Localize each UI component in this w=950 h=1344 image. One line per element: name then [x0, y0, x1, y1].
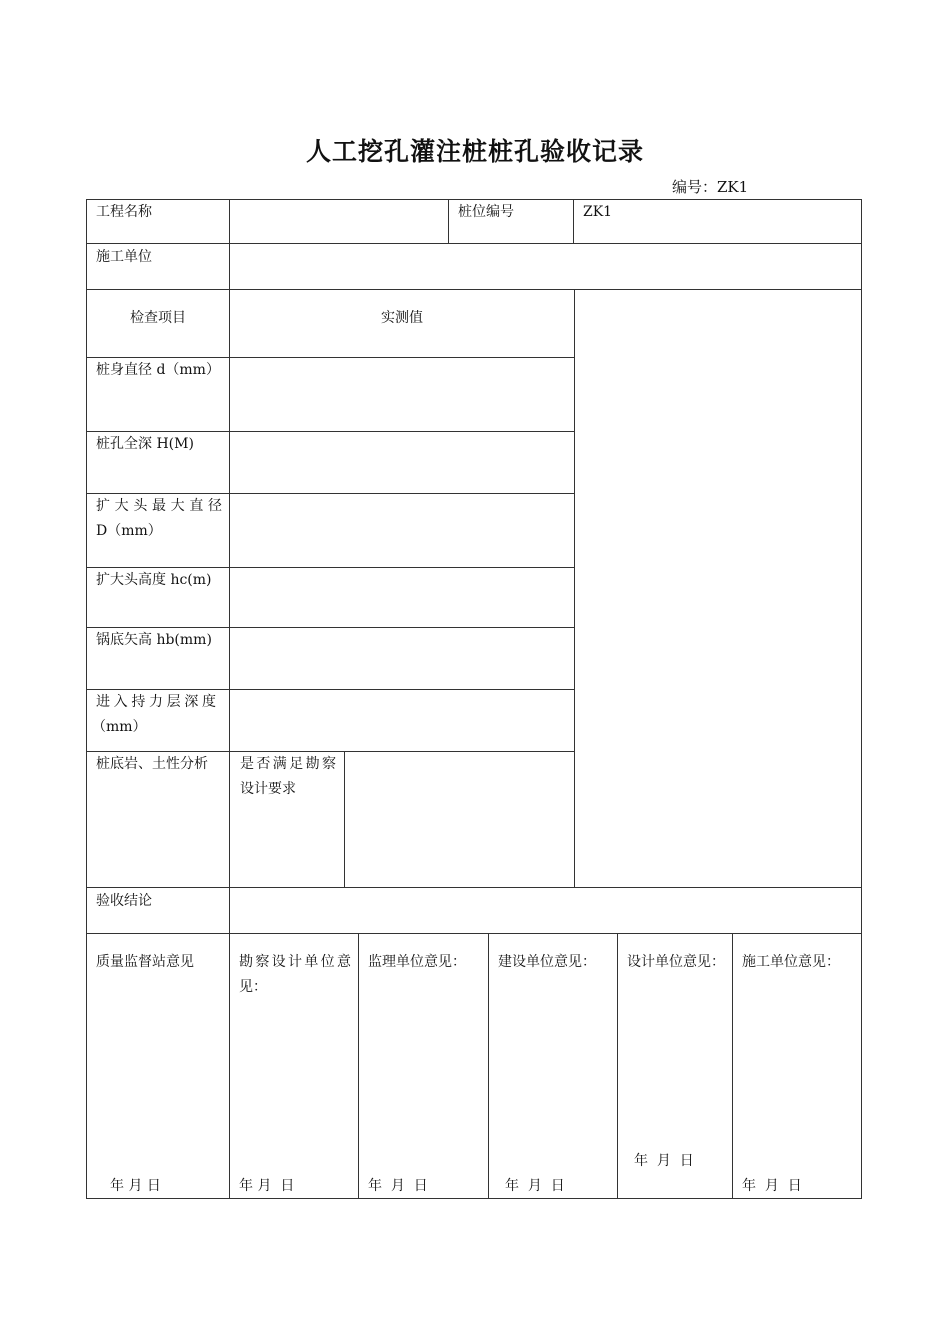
acceptance-conclusion-label: 验收结论: [96, 893, 152, 909]
measured-value-header: 实测值: [381, 310, 423, 326]
expanded-head-diameter-label: 扩大头最大直径: [96, 498, 222, 514]
construction-unit-date: 年 月 日: [742, 1178, 802, 1194]
pile-diameter-label: 桩身直径 d（mm）: [96, 362, 220, 378]
quality-supervision-date: 年 月 日: [110, 1178, 161, 1194]
table-border: [86, 199, 87, 1199]
document-number: 编号：ZK1: [672, 178, 749, 196]
table-border: [448, 199, 449, 244]
table-border: [358, 933, 359, 1199]
table-border: [86, 887, 862, 888]
expanded-head-height-label: 扩大头高度 hc(m): [96, 572, 212, 588]
construction-unit-label: 施工单位: [96, 249, 152, 265]
check-item-header: 检查项目: [130, 310, 186, 326]
survey-design-opinion-label-2: 见：: [239, 979, 267, 995]
owner-unit-date: 年 月 日: [505, 1178, 565, 1194]
page-title: 人工挖孔灌注桩桩孔验收记录: [305, 137, 644, 166]
design-unit-opinion-label: 设计单位意见：: [627, 954, 725, 970]
rock-soil-analysis-label: 桩底岩、土性分析: [96, 756, 208, 772]
supervision-unit-opinion-label: 监理单位意见：: [368, 954, 466, 970]
table-border: [229, 933, 230, 1199]
table-border: [861, 199, 862, 1199]
expanded-head-diameter-unit: D（mm）: [96, 523, 162, 539]
design-unit-date: 年 月 日: [634, 1153, 694, 1169]
table-border: [344, 751, 345, 888]
table-border: [732, 933, 733, 1199]
owner-unit-opinion-label: 建设单位意见：: [498, 954, 596, 970]
table-border: [574, 289, 575, 888]
project-name-label: 工程名称: [96, 204, 152, 220]
table-border: [488, 933, 489, 1199]
table-border: [86, 933, 862, 934]
survey-design-opinion-label: 勘察设计单位意: [239, 954, 351, 970]
pile-number-label: 桩位编号: [458, 204, 514, 220]
pot-bottom-height-label: 锅底矢高 hb(mm): [96, 632, 212, 648]
bearing-layer-depth-unit: （mm）: [92, 719, 147, 735]
hole-depth-label: 桩孔全深 H(M): [96, 436, 194, 452]
survey-design-date: 年 月 日: [239, 1178, 295, 1194]
meets-requirement-label-2: 设计要求: [240, 781, 296, 797]
table-border: [617, 933, 618, 1199]
table-border: [86, 289, 862, 290]
pile-number-value: ZK1: [583, 204, 613, 220]
supervision-unit-date: 年 月 日: [368, 1178, 428, 1194]
table-border: [573, 199, 574, 244]
quality-supervision-opinion-label: 质量监督站意见: [96, 954, 194, 970]
construction-unit-opinion-label: 施工单位意见：: [742, 954, 840, 970]
meets-requirement-label: 是否满足勘察: [240, 756, 336, 772]
table-border: [86, 243, 862, 244]
bearing-layer-depth-label: 进入持力层深度: [96, 694, 216, 710]
